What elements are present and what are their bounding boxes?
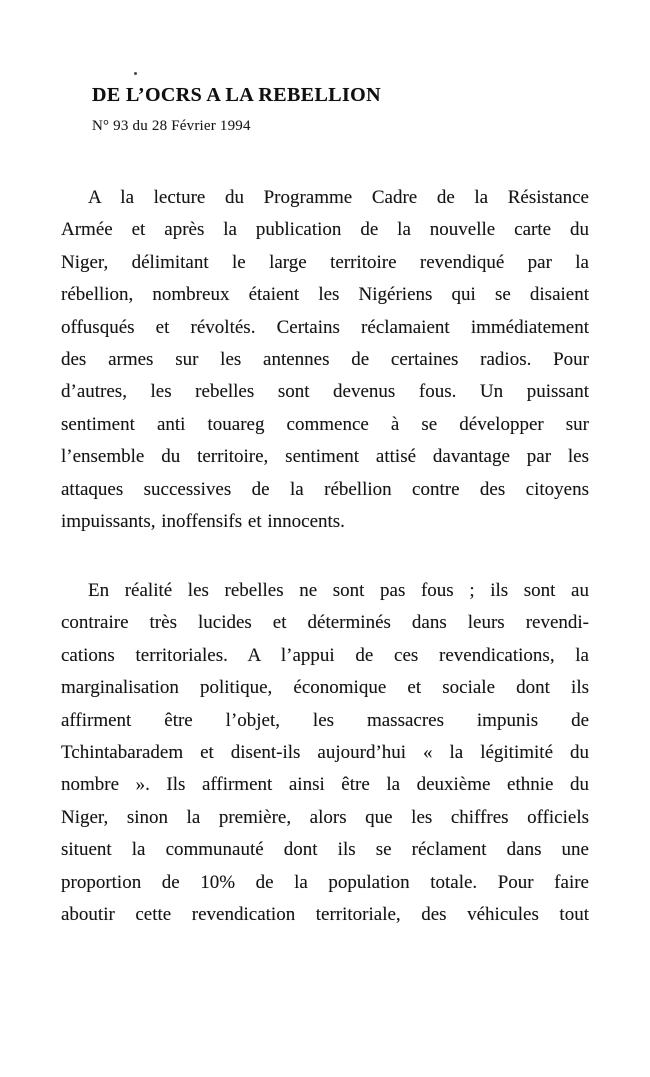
text-line: Armée et après la publication de la nouvelle carte du (61, 219, 589, 241)
text-line: offusqués et révoltés. Certains réclamaient immédiatement (61, 316, 589, 338)
text-line: affirment être l’objet, les massacres impunis de (61, 709, 589, 731)
paragraph-2 (61, 575, 589, 931)
text-line: aboutir cette revendication territoriale, des véhicules tout (61, 904, 589, 926)
text-line: Niger, délimitant le large territoire revendiqué par la (61, 251, 589, 273)
text-line: cations territoriales. A l’appui de ces revendications, la (61, 644, 589, 666)
text-line: En réalité les rebelles ne sont pas fous ; ils sont au (88, 580, 589, 601)
text-line: impuissants, inoffensifs et innocents. (61, 511, 345, 533)
text-line: Niger, sinon la première, alors que les chiffres officiels (61, 806, 589, 828)
text-line: sentiment anti touareg commence à se développer sur (61, 413, 589, 435)
text-line: des armes sur les antennes de certaines radios. Pour (61, 349, 589, 371)
text-line: rébellion, nombreux étaient les Nigériens qui se disaient (61, 284, 589, 306)
paragraph-1 (61, 182, 589, 538)
text-line: Tchintabaradem et disent-ils aujourd’hui « la légitimité du (61, 742, 589, 764)
text-line: nombre ». Ils affirment ainsi être la deuxième ethnie du (61, 774, 589, 796)
text-line: d’autres, les rebelles sont devenus fous. Un puissant (61, 381, 589, 403)
document-title: DE L’OCRS A LA REBELLION (92, 84, 381, 106)
text-line: contraire très lucides et déterminés dans leurs revendi- (61, 612, 589, 634)
scan-speck (134, 72, 137, 75)
text-line: l’ensemble du territoire, sentiment attisé davantage par les (61, 446, 589, 468)
text-line: situent la communauté dont ils se réclament dans une (61, 839, 589, 861)
text-line: A la lecture du Programme Cadre de la Résistance (88, 187, 589, 208)
text-line: proportion de 10% de la population totale. Pour faire (61, 871, 589, 893)
issue-number-line: N° 93 du 28 Février 1994 (92, 118, 251, 134)
document-header (92, 84, 612, 135)
text-line: marginalisation politique, économique et sociale dont ils (61, 677, 589, 699)
text-line: attaques successives de la rébellion contre des citoyens (61, 478, 589, 500)
